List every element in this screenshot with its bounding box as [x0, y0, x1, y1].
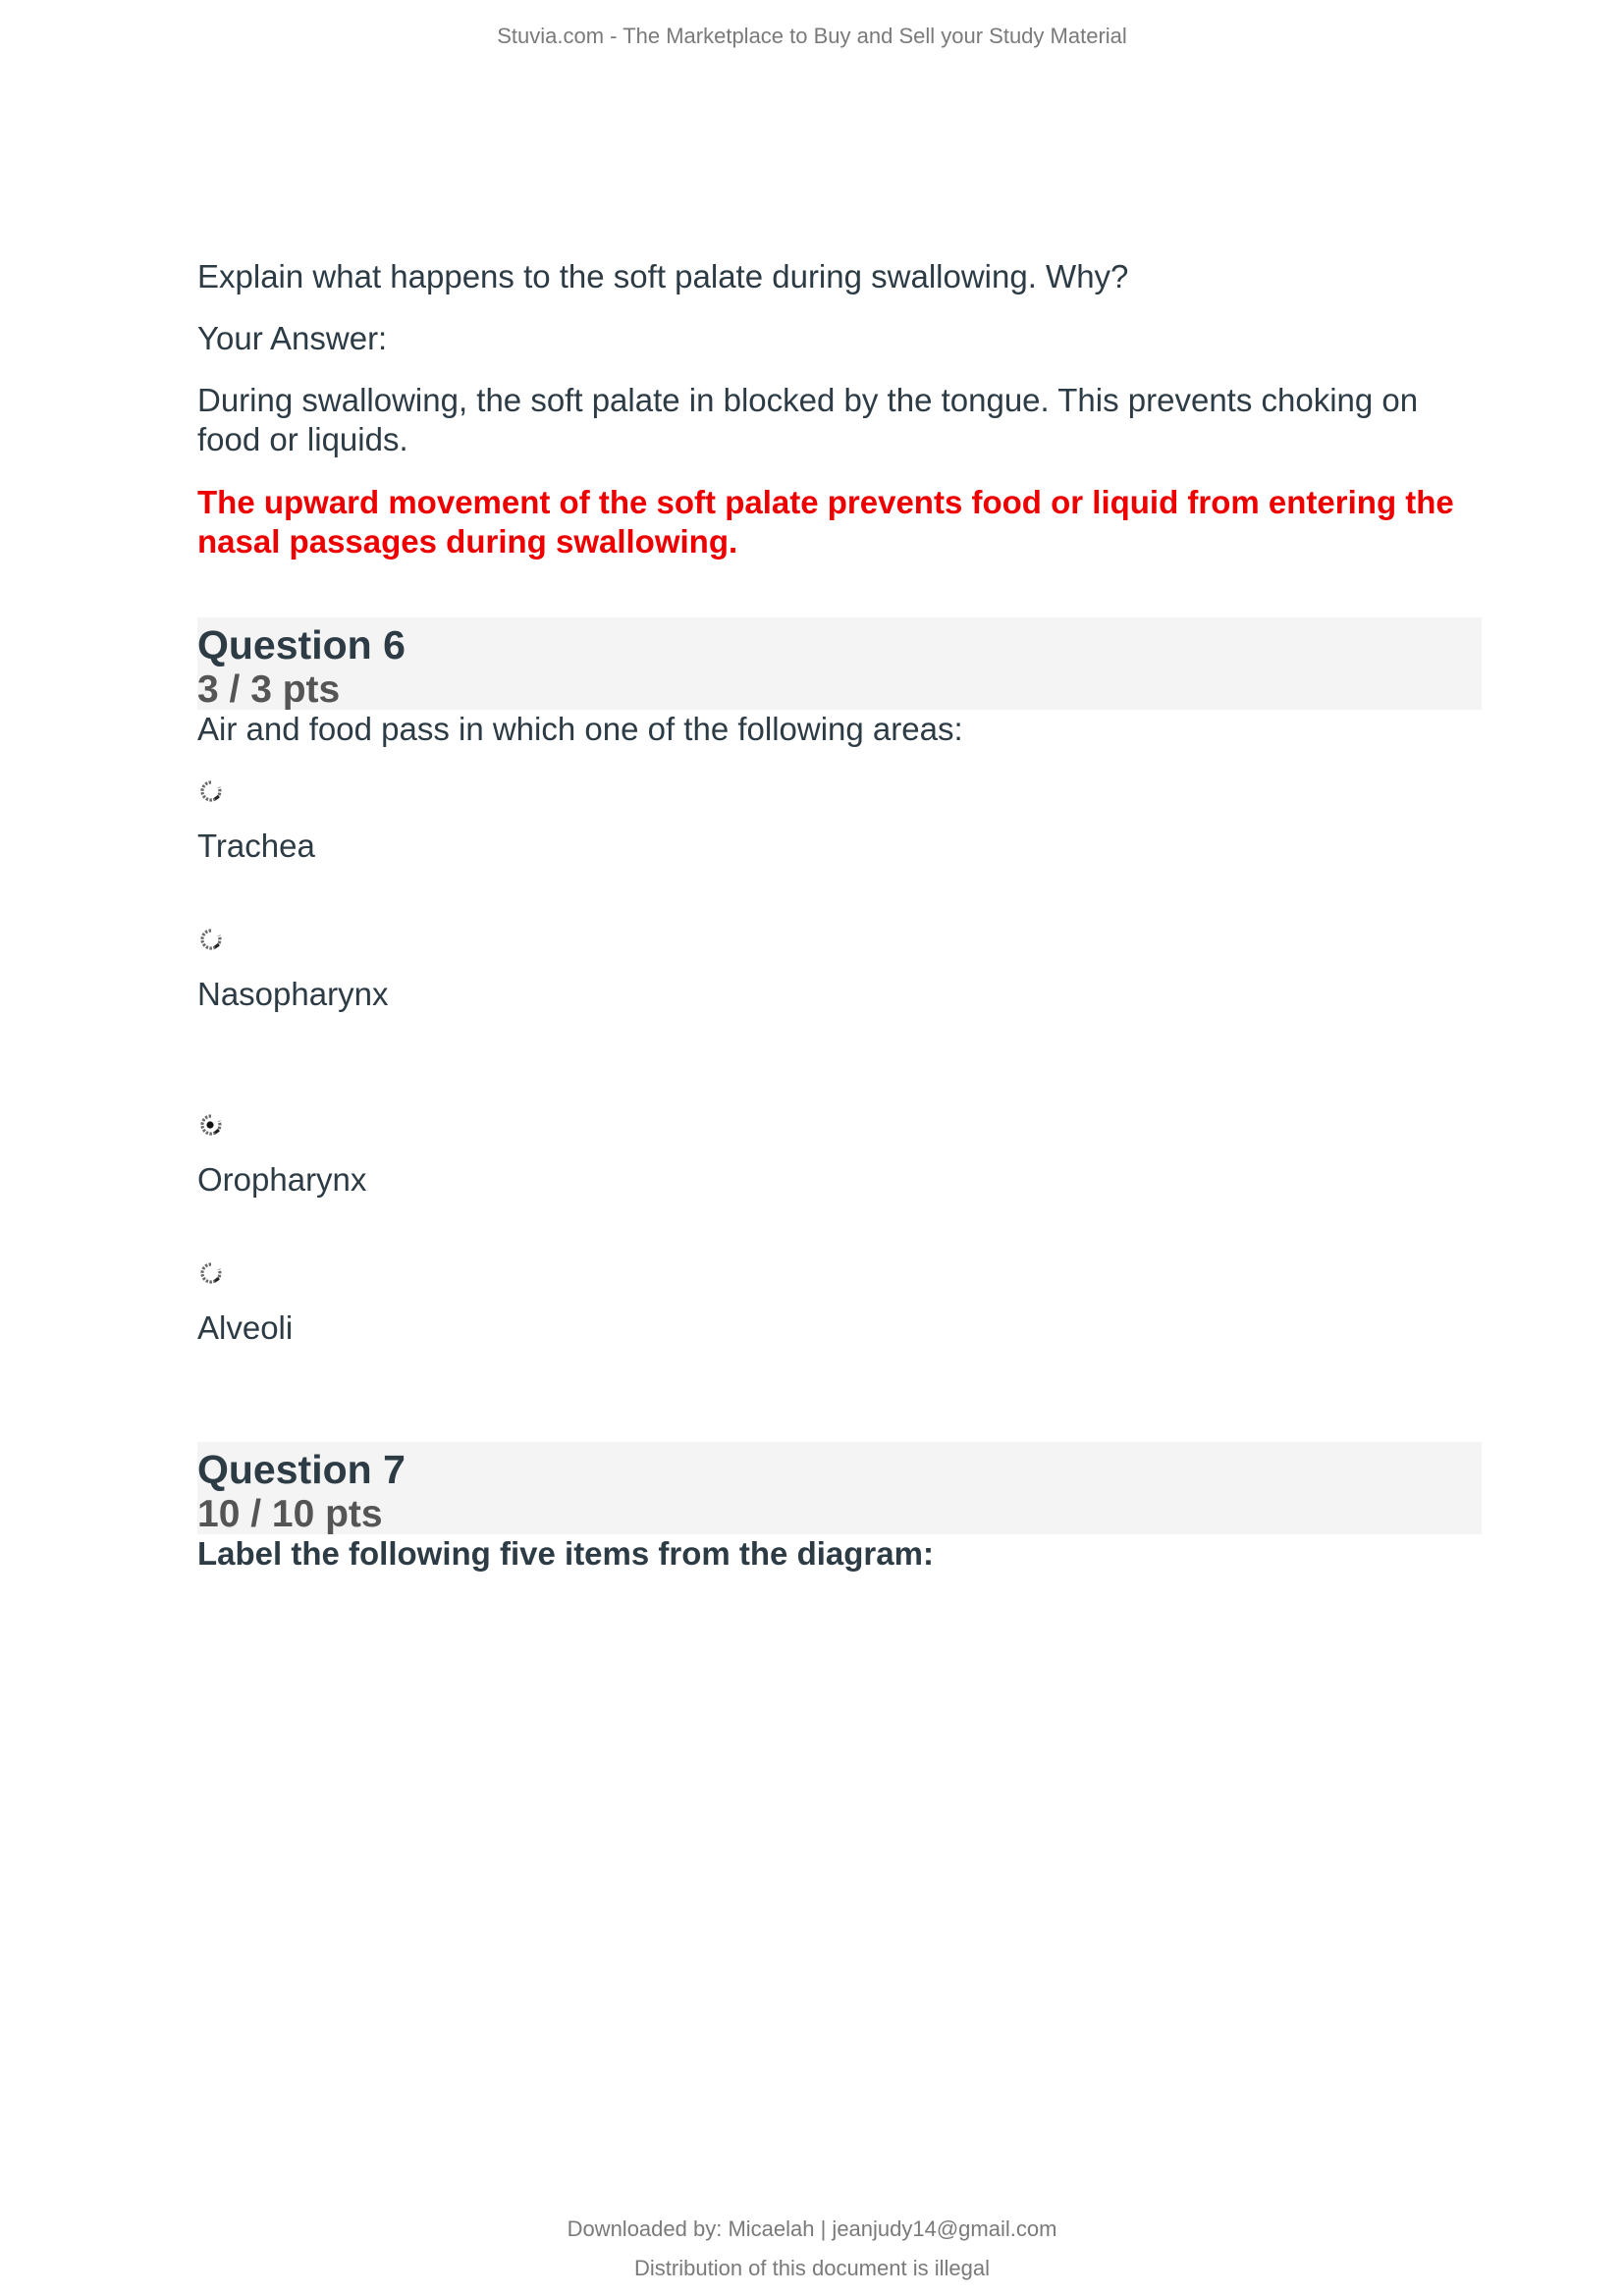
footer-downloaded-by: Downloaded by: Micaelah | jeanjudy14@gmail.com	[567, 2216, 1057, 2241]
radio-trachea-icon[interactable]	[199, 779, 223, 803]
footer-notice: Distribution of this document is illegal	[634, 2256, 990, 2280]
question-5-block	[197, 257, 1482, 561]
correct-answer: The upward movement of the soft palate prevents food or liquid from entering the nasal passages during swallowing.	[197, 484, 1454, 560]
page-header: Stuvia.com - The Marketplace to Buy and Sell your Study Material	[497, 24, 1127, 48]
your-answer-label: Your Answer:	[197, 320, 388, 356]
student-answer: During swallowing, the soft palate in blocked by the tongue. This prevents choking on food or liquids.	[197, 382, 1419, 457]
option-trachea[interactable]: Trachea	[197, 828, 315, 864]
option-oropharynx[interactable]: Oropharynx	[197, 1161, 367, 1198]
radio-oropharynx-selected-icon[interactable]	[199, 1113, 223, 1137]
question-7-header	[197, 1442, 1482, 1534]
question-6-prompt: Air and food pass in which one of the following areas:	[197, 711, 963, 747]
question-6-header	[197, 617, 1482, 710]
radio-alveoli-icon[interactable]	[199, 1261, 223, 1285]
option-nasopharynx[interactable]: Nasopharynx	[197, 976, 389, 1012]
question-6-title: Question 6	[197, 622, 406, 667]
question-6-points: 3 / 3 pts	[197, 668, 341, 711]
radio-nasopharynx-icon[interactable]	[199, 928, 223, 951]
question-7-prompt: Label the following five items from the diagram:	[197, 1535, 934, 1572]
question-5-prompt: Explain what happens to the soft palate during swallowing. Why?	[197, 258, 1129, 294]
question-7-title: Question 7	[197, 1447, 406, 1492]
option-alveoli[interactable]: Alveoli	[197, 1309, 294, 1346]
question-7-points: 10 / 10 pts	[197, 1493, 383, 1535]
